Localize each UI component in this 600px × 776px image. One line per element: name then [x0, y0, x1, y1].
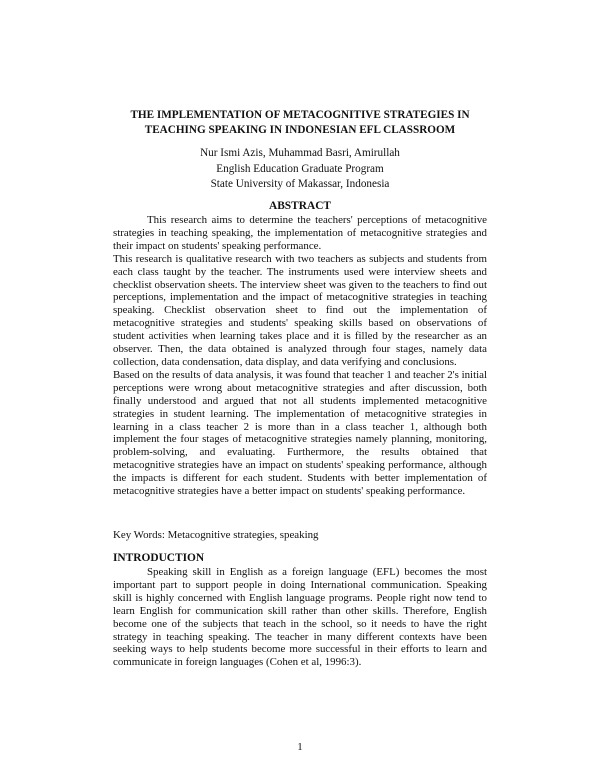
- introduction-paragraph: Speaking skill in English as a foreign language (EFL) becomes the most important part to support people in doing International communication. Speaking skill is highly concerned with English language programs. People right now tend to learn English for communication skill rather than other skills. Therefore, English become one of the subjects that teach in the school, so it needs to have the right strategy in teaching speaking. The teacher in many different contexts have been seeking ways to help students become more successful in their efforts to learn and communicate in foreign languages (Cohen et al, 1996:3).: [113, 566, 487, 669]
- title-line-1: THE IMPLEMENTATION OF METACOGNITIVE STRATEGIES IN: [130, 109, 470, 121]
- page-number: 1: [297, 741, 303, 753]
- keywords-line: Key Words: Metacognitive strategies, speaking: [113, 529, 319, 541]
- abstract-paragraph-1: This research aims to determine the teachers' perceptions of metacognitive strategies in teaching speaking, the implementation of metacognitive strategies and their impact on students' speaking performance.: [113, 214, 487, 252]
- title-line-2: TEACHING SPEAKING IN INDONESIAN EFL CLASSROOM: [144, 124, 456, 136]
- abstract-body: [113, 214, 487, 498]
- introduction-body: [113, 566, 487, 669]
- abstract-heading: ABSTRACT: [268, 200, 332, 212]
- author-names: Nur Ismi Azis, Muhammad Basri, Amirullah: [200, 147, 400, 159]
- paper-title: [60, 108, 540, 138]
- author-program: English Education Graduate Program: [216, 162, 384, 175]
- author-university: State University of Makassar, Indonesia: [210, 178, 390, 190]
- author-block: [60, 146, 540, 193]
- introduction-heading: INTRODUCTION: [113, 552, 205, 564]
- abstract-paragraph-3: Based on the results of data analysis, it was found that teacher 1 and teacher 2's initial perceptions were wrong about metacognitive strategies and after discussion, both finally understood and argued that not all students implemented metacognitive strategies in student learning. The implementation of metacognitive strategies in learning in a class teacher 2 is more than in a class teacher 1, although both implement the four stages of metacognitive strategies namely planning, monitoring, problem-solving, and evaluating. Furthermore, the results obtained that metacognitive strategies have an impact on students' speaking performance, although the impacts is different for each student. Students with better implementation of metacognitive strategies have a better impact on students' speaking performance.: [113, 368, 487, 498]
- abstract-paragraph-2: This research is qualitative research with two teachers as subjects and students from each class taught by the teacher. The instruments used were interview sheets and checklist observation sheets. The interview sheet was given to the teachers to find out perceptions, implementation and the impact of metacognitive strategies in teaching speaking. Checklist observation sheet to find out the implementation of metacognitive strategies and students' speaking skills based on observations of student activities when learning takes place and it is filled by the researcher as an observer. Then, the data obtained is analyzed through four stages, namely data collection, data condensation, data display, and data verifying and conclusions.: [113, 252, 487, 368]
